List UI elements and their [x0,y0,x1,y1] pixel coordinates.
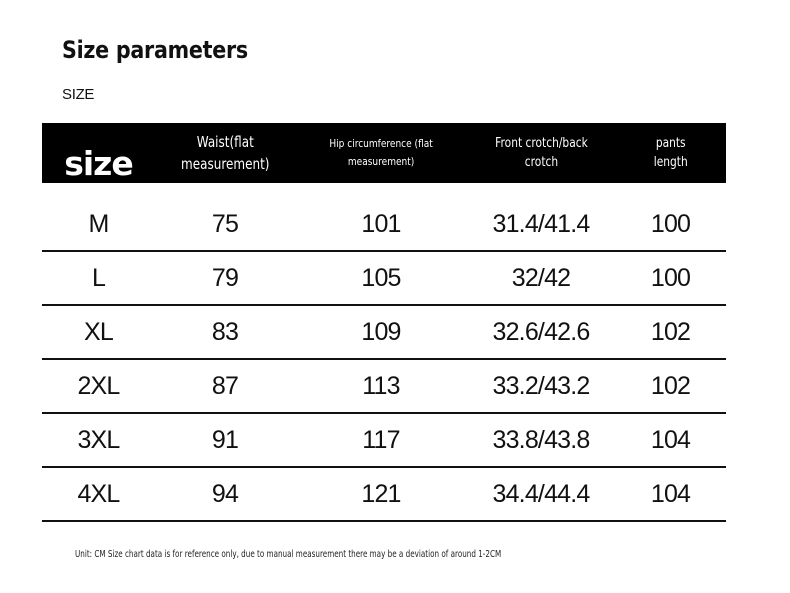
page-title: Size parameters [62,36,248,64]
header-pants-line2: length [653,155,688,170]
cell-length: 100 [650,209,691,238]
cell-waist: 91 [211,425,239,454]
header-crotch [467,134,615,172]
header-waist-line1: Waist(flat [196,133,254,151]
cell-waist: 75 [211,209,239,238]
cell-size: XL [84,317,113,346]
cell-hip: 121 [361,479,401,508]
cell-crotch: 33.2/43.2 [492,371,590,400]
page-subtitle: SIZE [62,86,95,103]
header-waist-line2: measurement) [180,155,270,173]
cell-length: 100 [650,263,691,292]
cell-crotch: 34.4/44.4 [492,479,590,508]
size-table [42,123,726,522]
cell-crotch: 33.8/43.8 [492,425,590,454]
cell-size: 2XL [77,371,120,400]
footnote: Unit: CM Size chart data is for reference only, due to manual measurement there may be a deviation of around 1-2CM [75,549,502,560]
cell-hip: 117 [362,425,400,454]
cell-crotch: 32/42 [511,263,571,292]
header-crotch-line2: crotch [524,155,558,170]
cell-crotch: 32.6/42.6 [492,317,590,346]
header-hip-line1: Hip circumference (flat [329,137,433,150]
table-row [42,252,726,306]
header-hip-line2: measurement) [347,155,415,168]
cell-length: 102 [650,371,691,400]
header-waist [155,131,295,175]
cell-length: 102 [650,317,691,346]
cell-waist: 79 [211,263,239,292]
cell-size: 3XL [77,425,120,454]
header-hip [295,135,467,171]
cell-length: 104 [650,479,691,508]
table-row [42,468,726,522]
cell-hip: 105 [361,263,401,292]
header-crotch-line1: Front crotch/back [494,136,588,151]
header-pants-line1: pants [655,136,686,151]
cell-hip: 113 [362,371,400,400]
cell-size: 4XL [77,479,120,508]
header-pants-length [615,134,726,172]
cell-size: M [88,209,109,238]
cell-hip: 101 [361,209,401,238]
cell-crotch: 31.4/41.4 [492,209,590,238]
table-row [42,360,726,414]
cell-size: L [91,263,106,292]
table-header [42,123,726,183]
cell-hip: 109 [361,317,401,346]
header-size: size [64,144,133,183]
table-row [42,306,726,360]
cell-waist: 94 [211,479,239,508]
table-row [42,198,726,252]
cell-waist: 83 [211,317,239,346]
cell-waist: 87 [211,371,239,400]
cell-length: 104 [650,425,691,454]
table-row [42,414,726,468]
